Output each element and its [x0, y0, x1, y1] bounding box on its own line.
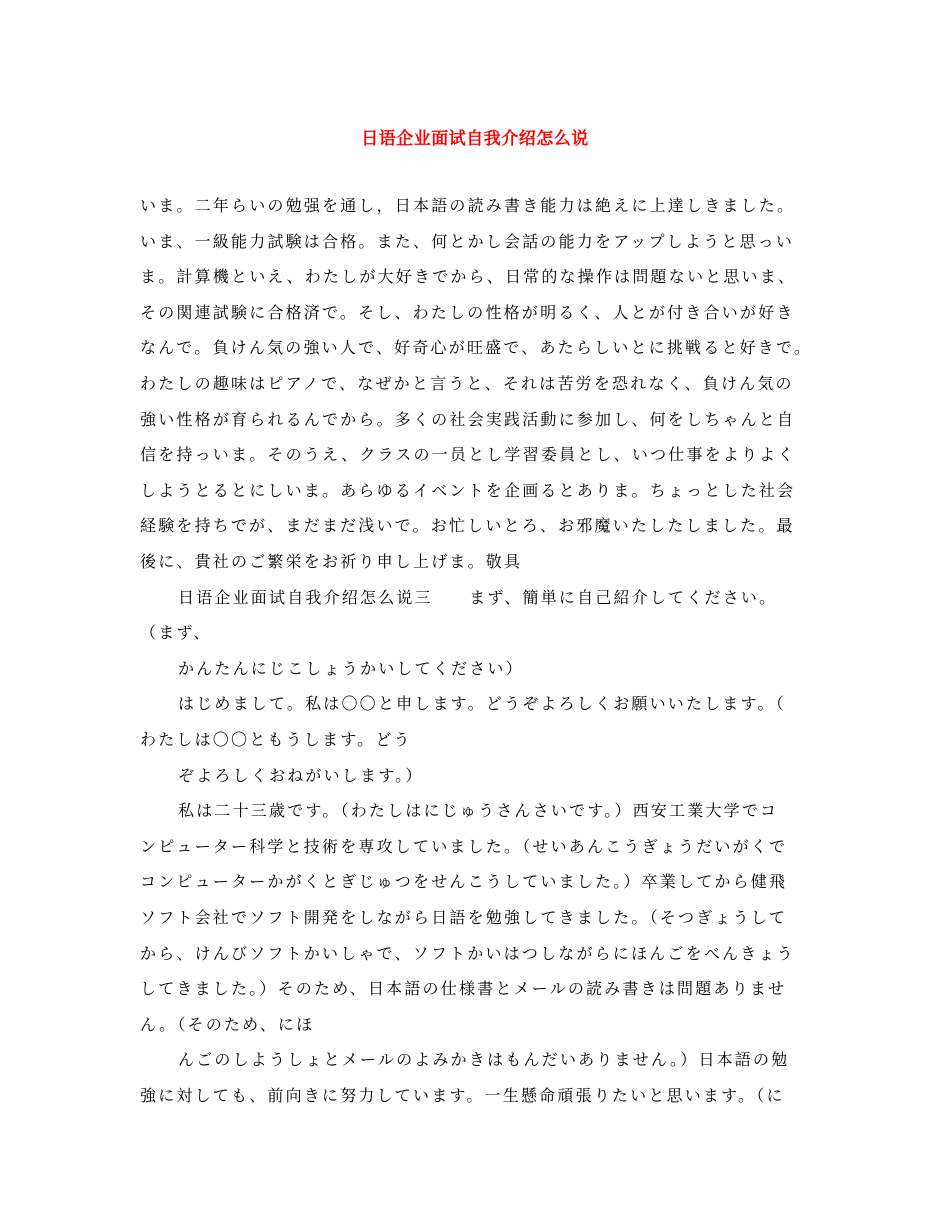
- body-line: かんたんにじこしょうかいしてください）: [178, 659, 524, 678]
- body-line: いま、一級能力試験は合格。また、何とかし会話の能力をアップしようと思っい: [140, 232, 795, 251]
- body-line: （まず、: [140, 623, 212, 642]
- document-title: 日语企业面试自我介绍怎么说: [361, 129, 589, 149]
- body-line: なんで。負けん気の強い人で、好奇心が旺盛で、あたらしいとに挑戦ると好きで。: [140, 338, 813, 357]
- body-line: 強い性格が育られるんでから。多くの社会実践活動に参加し、何をしちゃんと自: [140, 410, 796, 429]
- body-line: 後に、貴社のご繁栄をお祈り申し上げま。敬具: [140, 552, 523, 571]
- body-line: してきました。）そのため、日本語の仕様書とメールの読み書きは問題ありませ: [140, 979, 787, 998]
- body-line: から、けんびソフトかいしゃで、ソフトかいはつしながらにほんごをべんきょう: [140, 944, 795, 963]
- body-line: ぞよろしくおねがいします。）: [178, 766, 424, 785]
- body-line: ソフト会社でソフト開発をしながら日語を勉強してきました。（そつぎょうして: [140, 908, 788, 927]
- body-line: ンピューター科学と技術を専攻していました。（せいあんこうぎょうだいがくで: [140, 837, 788, 856]
- body-line: ん。（そのため、にほ: [140, 1015, 315, 1034]
- body-line: 信を持っいま。そのうえ、クラスの一员とし学習委員とし、いつ仕事をよりよく: [140, 445, 796, 464]
- body-line: 強に対しても、前向きに努力しています。一生懸命頑張りたいと思います。（に: [140, 1086, 785, 1105]
- body-line: はじめまして。私は〇〇と申します。どうぞよろしくお願いいたします。（: [178, 694, 786, 713]
- body-line: 経験を持ちでが、まだまだ浅いで。お忙しいとろ、お邪魔いたしたしました。最: [140, 516, 795, 535]
- body-line: いま。二年らいの勉强を通し，日本語の読み書き能力は絶えに上達しきました。: [140, 196, 796, 215]
- body-line: わたしの趣味はピアノで、なぜかと言うと、それは苦労を恐れなく、負けん気の: [140, 374, 794, 393]
- body-line: しようとるとにしいま。あらゆるイベントを企画るとありま。ちょっとした社会: [140, 481, 796, 500]
- body-line: その関連試験に合格済で。そし、わたしの性格が明るく、人とが付き合いが好き: [140, 303, 795, 322]
- body-line: 私は二十三歳です。（わたしはにじゅうさんさいです。）西安工業大学でコ: [178, 801, 779, 820]
- body-line: ま。計算機といえ、わたしが大好きでから、日常的な操作は問題ないと思いま、: [140, 267, 797, 286]
- body-line: コンピューターかがくとぎじゅつをせんこうしていました。）卒業してから健飛: [140, 872, 788, 891]
- body-line: 日语企业面试自我介绍怎么说三 まず、簡単に自己紹介してください。: [178, 588, 778, 607]
- body-line: わたしは〇〇ともうします。どう: [140, 730, 412, 749]
- body-line: んごのしようしょとメールのよみかきはもんだいありません。）日本語の勉: [178, 1050, 790, 1069]
